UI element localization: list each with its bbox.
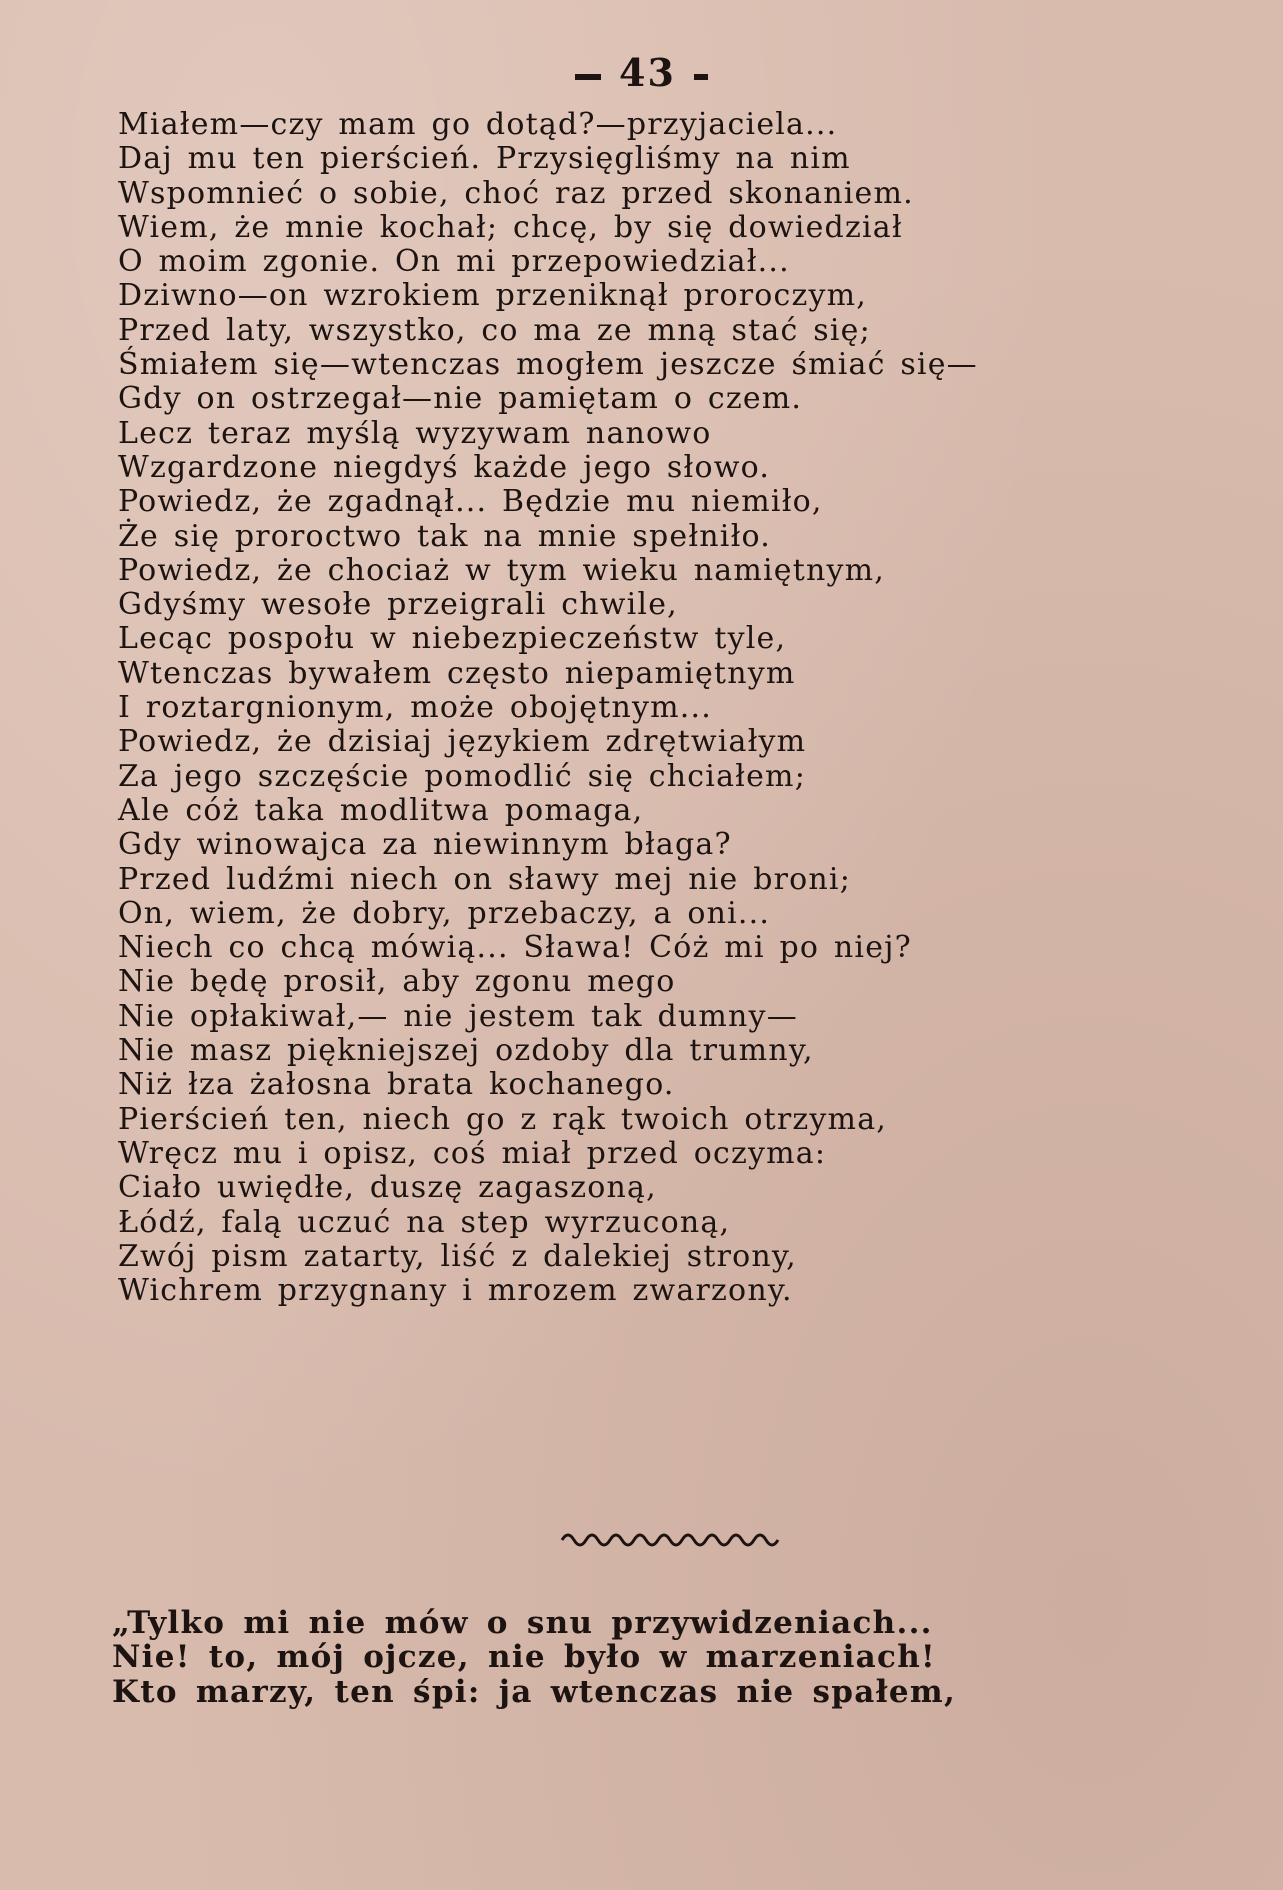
verse-line: Zwój pism zatarty, liść z dalekiej strony, <box>118 1238 797 1274</box>
verse-line: Gdyśmy wesołe przeigrali chwile, <box>118 587 678 623</box>
verse-line: Przed laty, wszystko, co ma ze mną stać się; <box>118 312 871 348</box>
verse-line: Wręcz mu i opisz, coś miał przed oczyma: <box>118 1135 827 1171</box>
verse-line: Gdy on ostrzegał—nie pamiętam o czem. <box>118 381 803 417</box>
page-number <box>0 50 1283 95</box>
verse-line: Lecąc pospołu w niebezpieczeństw tyle, <box>118 621 787 657</box>
page-number-text: 43 <box>619 50 676 95</box>
verse-line: Ale cóż taka modlitwa pomaga, <box>118 792 644 828</box>
verse-line: Niech co chcą mówią... Sława! Cóż mi po niej? <box>118 930 912 966</box>
verse-line: On, wiem, że dobry, przebaczy, a oni... <box>118 895 771 931</box>
verse-line: Wzgardzone niegdyś każde jego słowo. <box>118 449 771 485</box>
verse-line: Przed ludźmi niech on sławy mej nie broni; <box>118 861 852 897</box>
verse-line: Miałem—czy mam go dotąd?—przyjaciela... <box>118 107 838 142</box>
verse-line: Wichrem przygnany i mrozem zwarzony. <box>118 1273 793 1309</box>
verse-line: Łódź, falą uczuć na step wyrzuconą, <box>118 1204 731 1240</box>
verse-line: Za jego szczęście pomodlić się chciałem; <box>118 758 806 794</box>
wavy-separator-ornament <box>560 1528 785 1548</box>
verse-line: Powiedz, że zgadnął... Będzie mu niemiło, <box>118 484 823 520</box>
verse-line: Lecz teraz myślą wyzywam nanowo <box>118 415 712 451</box>
verse-line: O moim zgonie. On mi przepowiedział... <box>118 244 790 280</box>
page-number-dash-right <box>694 74 708 80</box>
verse-line: Kto marzy, ten śpi: ja wtenczas nie spałem, <box>112 1673 957 1710</box>
verse-line: I roztargnionym, może obojętnym... <box>118 690 713 726</box>
verse-line: Niż łza żałosna brata kochanego. <box>118 1067 675 1103</box>
wavy-separator-path <box>562 1535 778 1545</box>
verse-line: „Tylko mi nie mów o snu przywidzeniach... <box>112 1605 933 1641</box>
verse-line: Nie opłakiwał,— nie jestem tak dumny— <box>118 998 798 1034</box>
verse-line: Wiem, że mnie kochał; chcę, by się dowiedział <box>118 209 903 245</box>
verse-line: Pierścień ten, niech go z rąk twoich otrzyma, <box>118 1101 888 1137</box>
verse-line: Powiedz, że chociaż w tym wieku namiętnym, <box>118 552 886 588</box>
verse-line: Nie będę prosił, aby zgonu mego <box>118 964 676 1000</box>
verse-line: Że się proroctwo tak na mnie spełniło. <box>118 518 772 554</box>
verse-line: Dziwno—on wzrokiem przeniknął proroczym, <box>118 278 868 314</box>
verse-block <box>118 108 1118 1308</box>
verse-line: Nie! to, mój ojcze, nie było w marzeniach! <box>112 1639 936 1676</box>
verse-line: Daj mu ten pierścień. Przysięgliśmy na nim <box>118 141 851 177</box>
page-number-dash-left <box>575 74 601 80</box>
verse-line: Nie masz piękniejszej ozdoby dla trumny, <box>118 1033 814 1069</box>
verse-line: Powiedz, że dzisiaj językiem zdrętwiałym <box>118 724 807 760</box>
verse-line: Wspomnieć o sobie, choć raz przed skonaniem. <box>118 175 914 211</box>
verse-line: Śmiałem się—wtenczas mogłem jeszcze śmiać się— <box>118 347 978 383</box>
verse-line: Wtenczas bywałem często niepamiętnym <box>118 655 796 691</box>
verse-block-continuation <box>112 1605 1172 1708</box>
verse-line: Ciało uwiędłe, duszę zagaszoną, <box>118 1170 657 1206</box>
verse-line: Gdy winowajca za niewinnym błaga? <box>118 827 732 863</box>
